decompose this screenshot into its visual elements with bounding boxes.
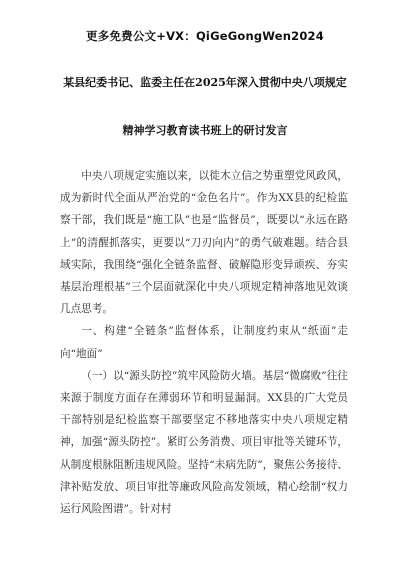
promo-header: 更多免费公文+VX：QiGeGongWen2024 (86, 29, 324, 43)
document-body (60, 165, 348, 520)
body-paragraph: 中央八项规定实施以来，以徙木立信之势重塑党风政风，成为新时代全面从严治党的“金色名片”。作为XX县的纪检监察干部，我们既是“施工队”也是“监督员”，既要以“永远在路上”的清醒抓落实，更要以“刀刃向内”的勇气破难题。结合县域实际，我围绕“强化全链条监督、破解隐形变异顽疾、夯实基层治理根基”三个层面就深化中央八项规定精神落地见效谈几点思考。 (60, 170, 348, 316)
section-heading: 一、构建“全链条”监督体系，让制度约束从“纸面”走向“地面” (60, 325, 348, 360)
document-title-line-2: 精神学习教育读书班上的研讨发言 (122, 124, 288, 137)
document-title-line-1: 某县纪委书记、监委主任在2025年深入贯彻中央八项规定 (63, 76, 347, 89)
body-paragraph: （一）以“源头防控”筑牢风险防火墙。基层“微腐败”往往来源于制度方面存在薄弱环节和明显漏洞。XX县的广大党员干部特别是纪检监察干部要坚定不移地落实中央八项规定精神，加强“源头防控”。紧盯公务消费、项目审批等关键环节，从制度根脉阻断违规风险。坚持“未病先防”，聚焦公务接待、津补贴发放、项目审批等廉政风险高发领域，精心绘制“权力运行风险图谱”。针对村 (60, 369, 348, 516)
